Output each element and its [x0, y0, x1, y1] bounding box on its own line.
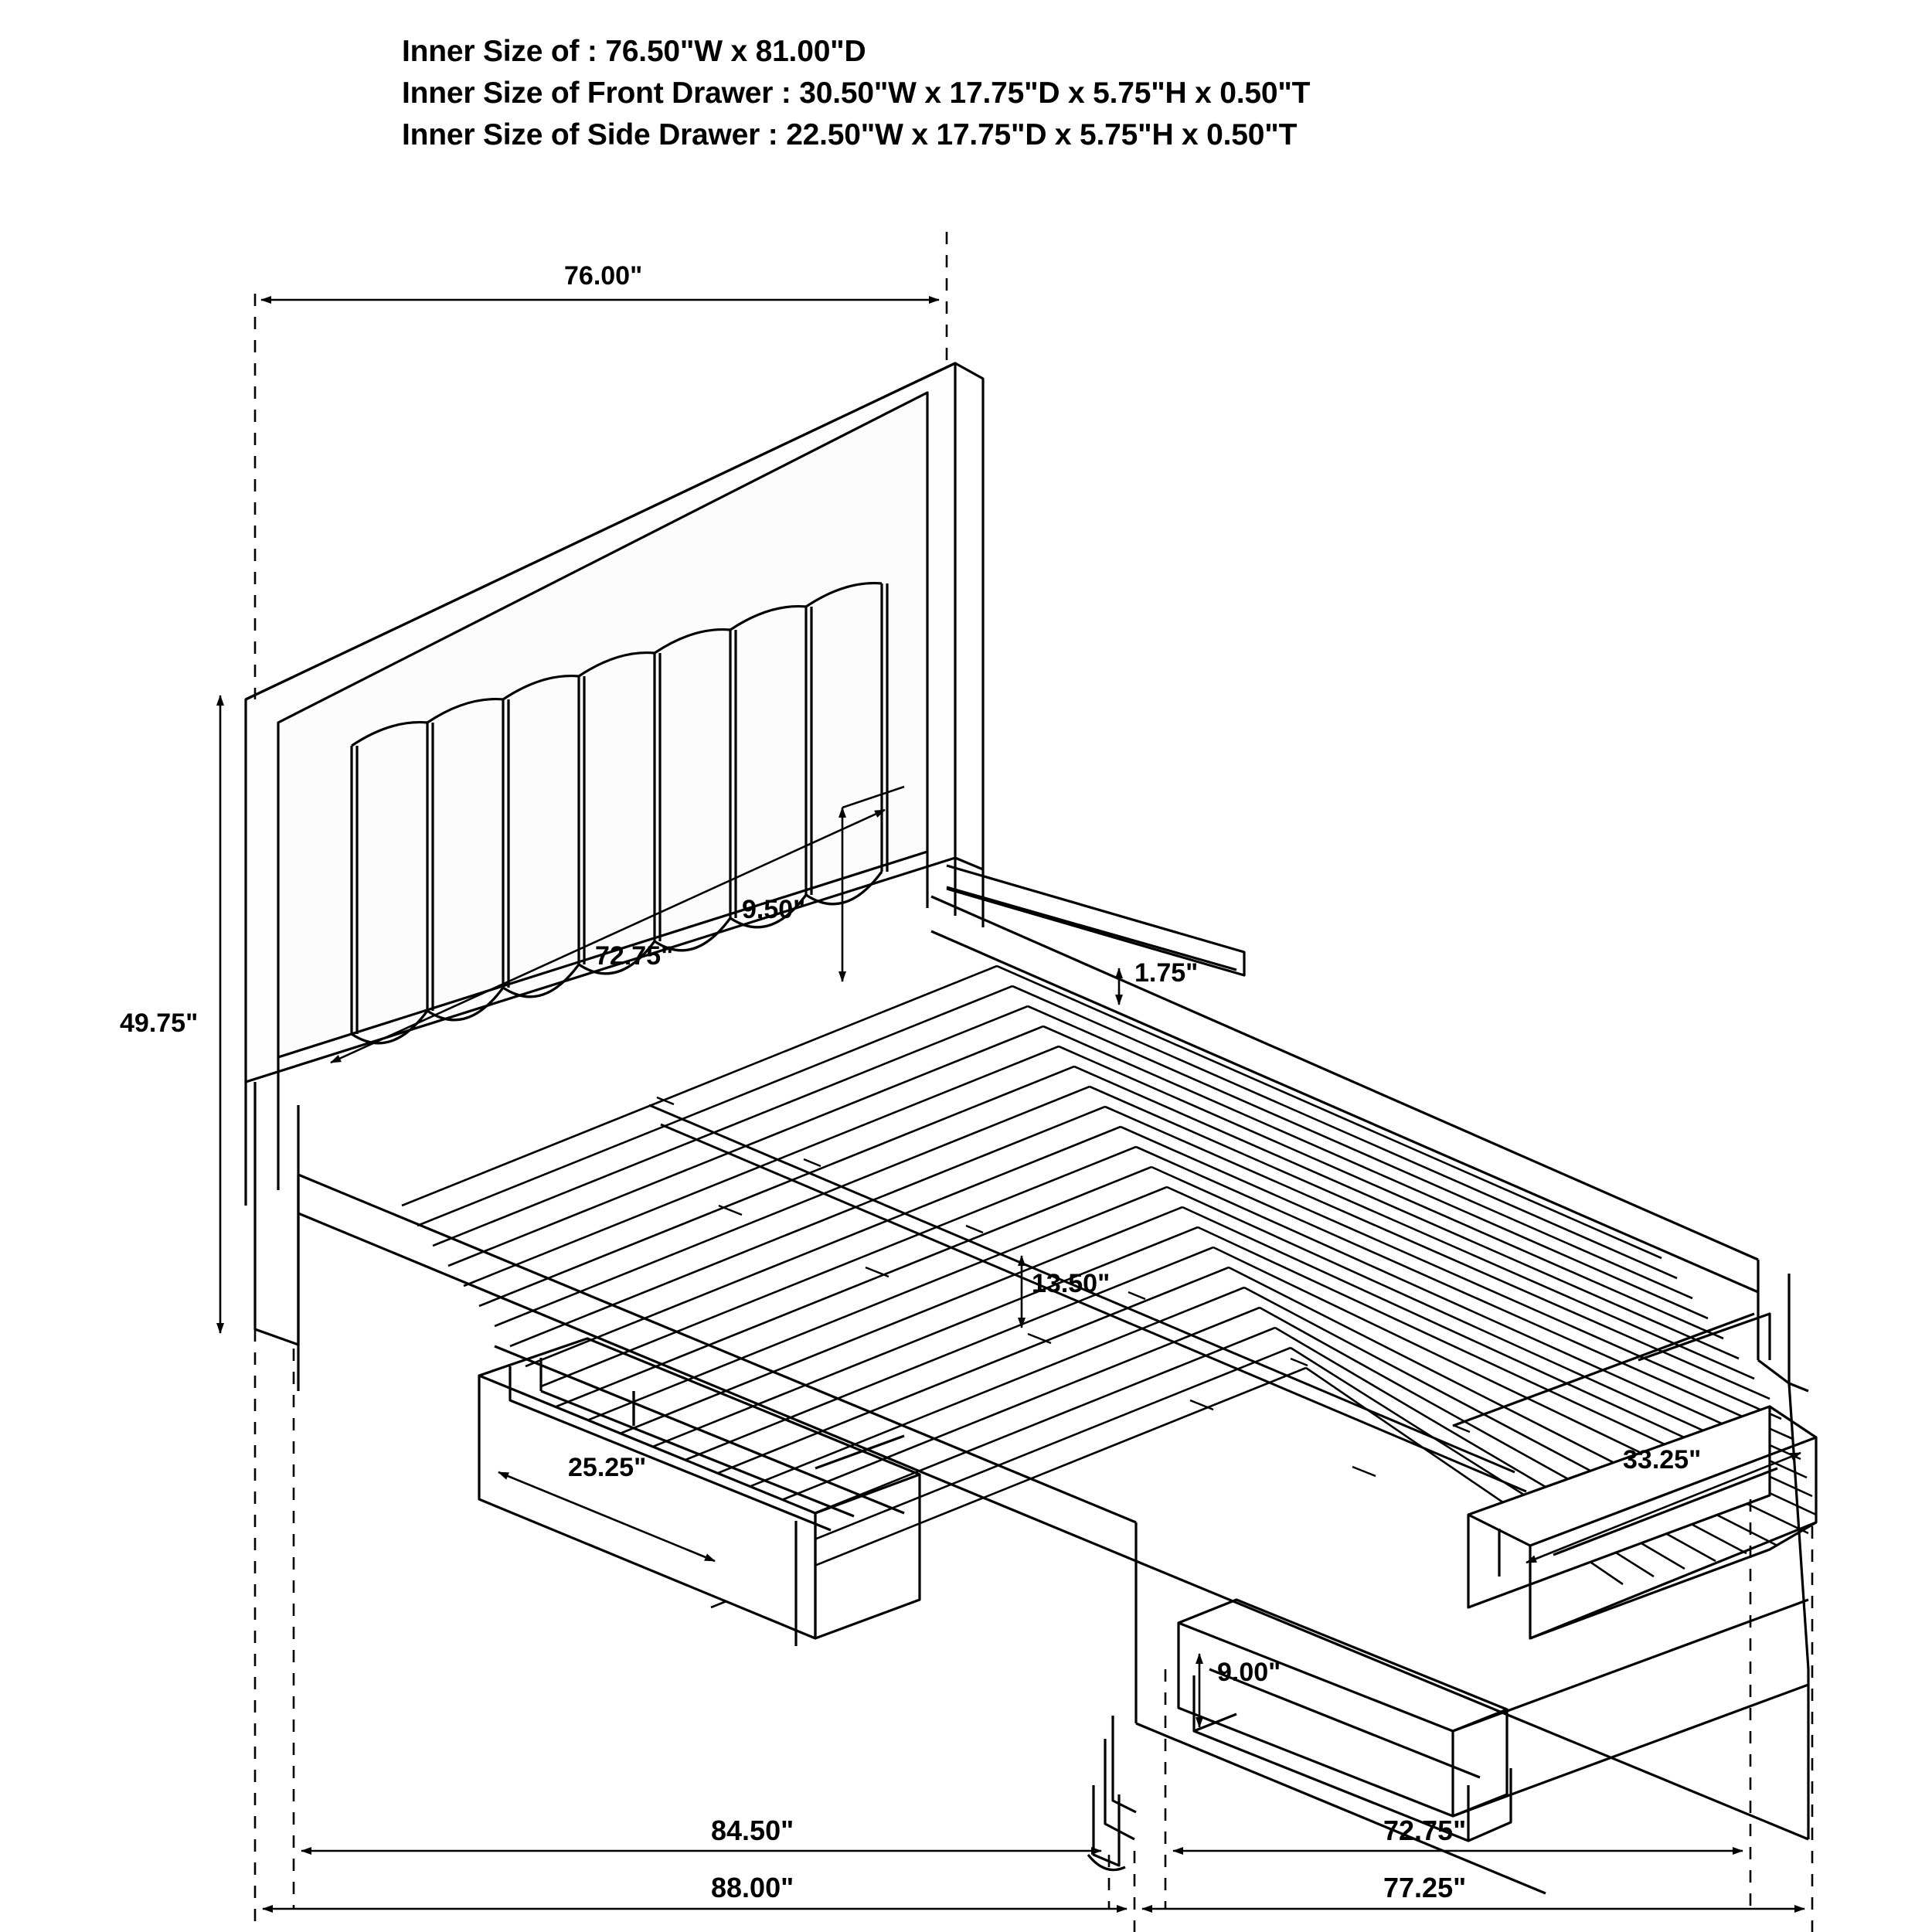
spec-line-inner-size: Inner Size of : 76.50"W x 81.00"D — [402, 35, 866, 68]
dim-overall-width: 77.25" — [1383, 1872, 1467, 1903]
dim-headboard-panel-width: 72.75" — [595, 941, 674, 971]
dim-front-drawer-depth: 25.25" — [568, 1453, 647, 1482]
dim-deck-height: 13.50" — [1032, 1269, 1111, 1298]
dim-drawer-face-height: 9.00" — [1217, 1658, 1281, 1687]
dim-headboard-width: 76.00" — [564, 261, 643, 291]
dim-overall-height: 49.75" — [120, 1009, 199, 1038]
dim-rail-thickness: 1.75" — [1134, 958, 1199, 988]
dim-side-drawer-width: 33.25" — [1623, 1445, 1702, 1475]
spec-line-front-drawer: Inner Size of Front Drawer : 30.50"W x 17.75"D x 5.75"H x 0.50"T — [402, 76, 1311, 110]
dim-interior-width: 72.75" — [1383, 1815, 1467, 1846]
dim-interior-length: 84.50" — [711, 1815, 794, 1846]
dim-overall-length: 88.00" — [711, 1872, 794, 1903]
dim-headboard-to-deck: 9.50" — [742, 895, 806, 924]
spec-line-side-drawer: Inner Size of Side Drawer : 22.50"W x 17.75"D x 5.75"H x 0.50"T — [402, 117, 1298, 151]
